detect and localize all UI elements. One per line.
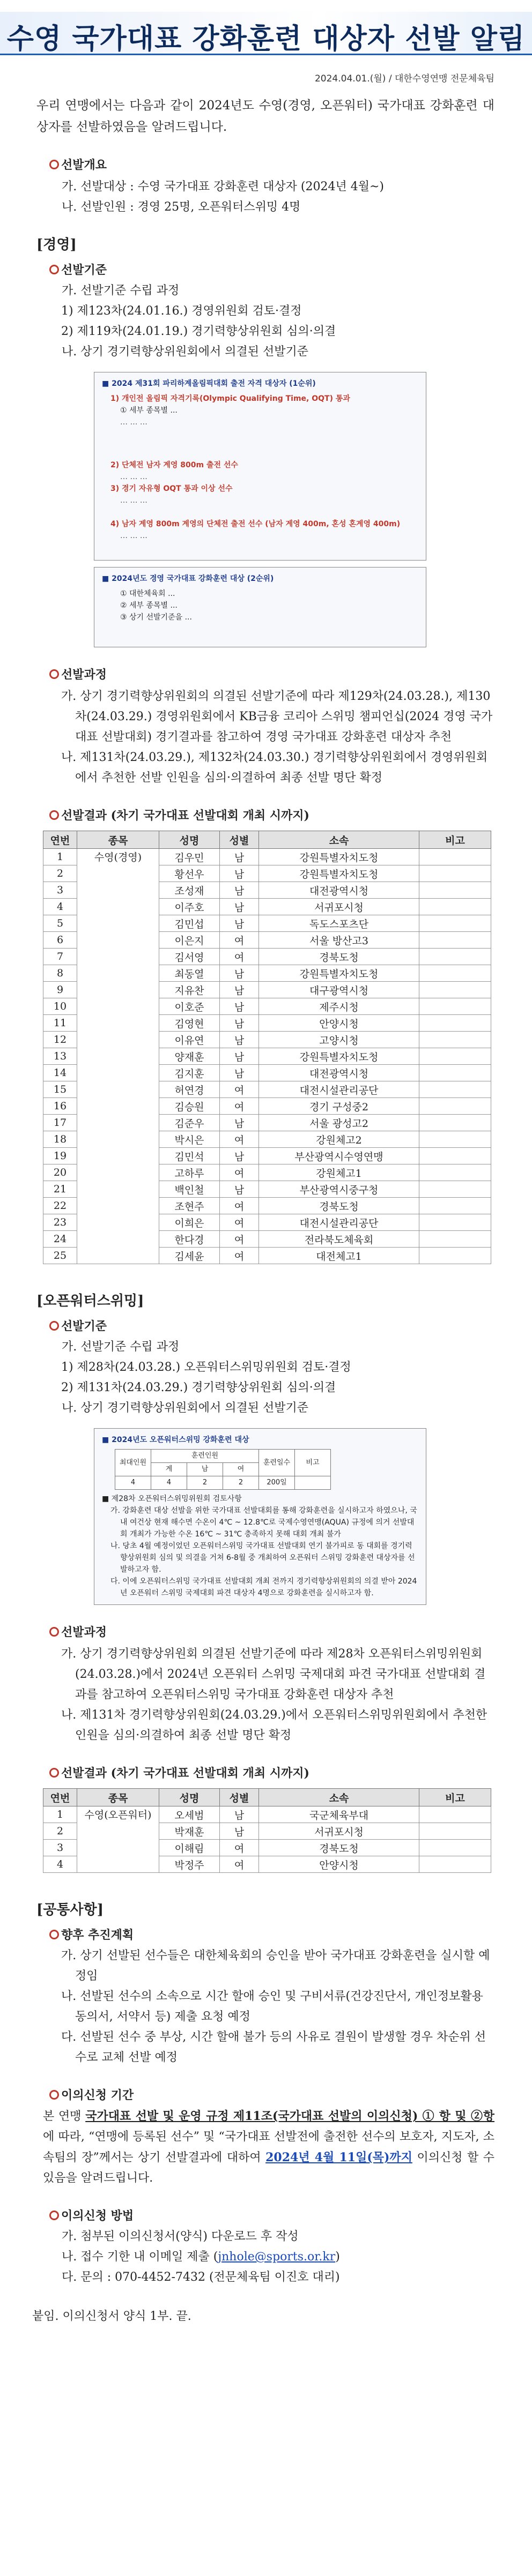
row-number: 17 xyxy=(43,1115,77,1131)
ow-criteria-step2: 2) 제131차(24.03.29.) 경기력향상위원회 심의·의결 xyxy=(61,1381,336,1394)
athlete-team: 고양시청 xyxy=(259,1032,419,1048)
athlete-team: 강원특별자치도청 xyxy=(259,965,419,982)
col-note: 비고 xyxy=(419,831,491,849)
athlete-gender: 남 xyxy=(220,1015,259,1032)
athlete-gender: 여 xyxy=(220,1840,259,1856)
athlete-name: 황선우 xyxy=(159,865,220,882)
ow-criteria-box: ■ 2024년도 오픈워터스위밍 강화훈련 대상 최대인원 훈련인원 훈련일수 비고 계 남 여 4 4 2 2 200일 ■ 제28차 오픈워터스위밍위원회 검토사항 가. 강화훈련 대상 선발을 위한 국가대표 선발대회를 통해 강화훈련을 실시하고자 하였으나, 국내 여건상 현재 해수면 수온이 4℃ ~ 12.8℃로 국제수영연맹(AQUA) 규정에 의거 선발대회 개최가 가능한 수온 16℃ ~ 31℃ 충족하지 못해 대회 개최 불가 나. 당초 4월 예정이었던 오픈워터스위밍 국가대표 선발대회 연기 불가피로 동 대회를 경기력향상위원회 심의 및 의결을 거쳐 6-8월 중 개최하여 오픈워터 스위밍 강화훈련 대상자를 선발하고자 함. 다. 이에 오픈워터스위밍 국가대표 선발대회 개최 전까지 경기력향상위원회의 의결 받아 2024년 오픈워터 스위밍 국제대회 파견 대상자 4명으로 강화훈련을 실시하고자 함. xyxy=(94,1428,426,1605)
row-number: 24 xyxy=(43,1231,77,1248)
note-cell xyxy=(419,1164,491,1181)
swim-criteria-process: 가. 선발기준 수립 과정 xyxy=(62,284,180,297)
swim-criteria-box2: ■ 2024년도 경영 국가대표 강화훈련 대상 (2순위) ① 대한체육회 ... ② 세부 종목별 ... ③ 상기 선발기준을 ... xyxy=(94,567,426,647)
attachment-note: 붙임. 이의신청서 양식 1부. 끝. xyxy=(32,2310,191,2323)
athlete-name: 이해림 xyxy=(159,1840,220,1856)
ow-criteria-process: 가. 선발기준 수립 과정 xyxy=(62,1340,180,1354)
athlete-team: 서귀포시청 xyxy=(259,1823,419,1840)
swim-heading: [경영] xyxy=(36,237,77,253)
athlete-gender: 여 xyxy=(220,1856,259,1873)
email-link[interactable]: jnhole@sports.or.kr xyxy=(218,2250,336,2264)
athlete-name: 이호준 xyxy=(159,998,220,1015)
athlete-name: 박시은 xyxy=(159,1131,220,1148)
note-cell xyxy=(419,849,491,865)
athlete-name: 김민석 xyxy=(159,1148,220,1164)
swim-process-b: 나. 제131차(24.03.29.), 제132차(24.03.30.) 경기력향상위원회에서 경영위원회에서 추천한 선발 인원을 심의·의결하여 최종 선발 명단 확정 xyxy=(61,751,488,785)
row-number: 3 xyxy=(43,882,77,899)
row-number: 3 xyxy=(43,1840,77,1856)
note-cell xyxy=(419,1032,491,1048)
athlete-gender: 남 xyxy=(220,998,259,1015)
note-cell xyxy=(419,932,491,949)
method-a: 가. 첨부된 이의신청서(양식) 다운로드 후 작성 xyxy=(62,2230,299,2243)
athlete-team: 서울 방산고3 xyxy=(259,932,419,949)
ow-criteria-step1: 1) 제28차(24.03.28.) 오픈워터스위밍위원회 검토·결정 xyxy=(61,1361,351,1374)
athlete-team: 경북도청 xyxy=(259,1840,419,1856)
method-heading: 이의신청 방법 xyxy=(0,2207,532,2223)
note-cell xyxy=(419,1081,491,1098)
athlete-team: 강원특별자치도청 xyxy=(259,1048,419,1065)
plan-heading: 향후 추진계획 xyxy=(0,1926,532,1943)
athlete-gender: 남 xyxy=(220,1048,259,1065)
athlete-gender: 남 xyxy=(220,915,259,932)
objection-section xyxy=(0,2086,532,2189)
swim-result-section xyxy=(0,807,532,1264)
athlete-gender: 남 xyxy=(220,1148,259,1164)
athlete-name: 박정주 xyxy=(159,1856,220,1873)
note-cell xyxy=(419,1214,491,1231)
note-cell xyxy=(419,1198,491,1214)
athlete-team: 경기 구성중2 xyxy=(259,1098,419,1115)
row-number: 12 xyxy=(43,1032,77,1048)
row-number: 16 xyxy=(43,1098,77,1115)
event-cell: 수영(경영) xyxy=(77,849,159,1264)
row-number: 15 xyxy=(43,1081,77,1098)
athlete-gender: 남 xyxy=(220,1823,259,1840)
athlete-name: 양재훈 xyxy=(159,1048,220,1065)
intro-text: 우리 연맹에서는 다음과 같이 2024년도 수영(경영, 오픈워터) 국가대표 강화훈련 대상자를 선발하였음을 알려드립니다. xyxy=(36,99,494,134)
athlete-team: 대전광역시청 xyxy=(259,1065,419,1081)
athlete-name: 백인철 xyxy=(159,1181,220,1198)
athlete-team: 대전체고1 xyxy=(259,1248,419,1264)
table-row xyxy=(43,849,491,865)
row-number: 1 xyxy=(43,1806,77,1823)
swim-roster-table xyxy=(43,831,491,1264)
ow-process-a: 가. 상기 경기력향상위원회 의결된 선발기준에 따라 제28차 오픈워터스위밍위원회(24.03.28.)에서 2024년 오픈워터 스위밍 국제대회 파견 국가대표 선발대회 결과를 참고하여 오픈워터스위밍 국가대표 강화훈련 대상자 추천 xyxy=(61,1647,486,1701)
note-cell xyxy=(419,1098,491,1115)
athlete-team: 부산광역시수영연맹 xyxy=(259,1148,419,1164)
athlete-name: 이은지 xyxy=(159,932,220,949)
method-b: 나. 접수 기한 내 이메일 제출 (jnhole@sports.or.kr) xyxy=(62,2250,340,2264)
athlete-gender: 남 xyxy=(220,1065,259,1081)
note-cell xyxy=(419,899,491,915)
athlete-team: 대전시설관리공단 xyxy=(259,1214,419,1231)
athlete-name: 이희은 xyxy=(159,1214,220,1231)
athlete-name: 오세범 xyxy=(159,1806,220,1823)
row-number: 14 xyxy=(43,1065,77,1081)
athlete-name: 이주호 xyxy=(159,899,220,915)
note-cell xyxy=(419,1065,491,1081)
athlete-name: 이유연 xyxy=(159,1032,220,1048)
athlete-team: 경북도청 xyxy=(259,949,419,965)
athlete-gender: 남 xyxy=(220,1806,259,1823)
dateline: 2024.04.01.(월) / 대한수영연맹 전문체육팀 xyxy=(314,73,494,84)
athlete-name: 김영현 xyxy=(159,1015,220,1032)
athlete-name: 지유찬 xyxy=(159,982,220,998)
note-cell xyxy=(419,882,491,899)
page-title: 수영 국가대표 강화훈련 대상자 선발 알림 xyxy=(6,23,526,55)
athlete-name: 김민섭 xyxy=(159,915,220,932)
ow-criteria-ref: 나. 상기 경기력향상위원회에서 의결된 선발기준 xyxy=(62,1401,309,1415)
athlete-gender: 남 xyxy=(220,965,259,982)
row-number: 6 xyxy=(43,932,77,949)
ow-quota-table: 최대인원 훈련인원 훈련일수 비고 계 남 여 4 4 2 2 200일 xyxy=(115,1449,331,1490)
row-number: 25 xyxy=(43,1248,77,1264)
col-team: 소속 xyxy=(259,831,419,849)
athlete-gender: 남 xyxy=(220,982,259,998)
athlete-name: 박재훈 xyxy=(159,1823,220,1840)
ow-process-heading: 선발과정 xyxy=(0,1623,532,1640)
row-number: 7 xyxy=(43,949,77,965)
athlete-team: 대전광역시청 xyxy=(259,882,419,899)
athlete-gender: 남 xyxy=(220,1181,259,1198)
athlete-team: 강원특별자치도청 xyxy=(259,865,419,882)
ow-heading: [오픈워터스위밍] xyxy=(36,1293,144,1309)
swim-criteria-box1: ■ 2024 제31회 파리하계올림픽대회 출전 자격 대상자 (1순위) 1) 개인전 올림픽 자격기록(Olympic Qualifying Time, OQT) 통과 ① 세부 종목별 ... … … … 2) 단체전 남자 계영 800m 출전 선수 … … … 3) 경기 자유형 OQT 통과 이상 선수 … … … 4) 남자 계영 800m 계영의 단체전 출전 선수 (남자 계영 400m, 혼성 혼계영 400m) … … … xyxy=(94,372,426,561)
athlete-gender: 남 xyxy=(220,1032,259,1048)
athlete-gender: 여 xyxy=(220,1231,259,1248)
row-number: 10 xyxy=(43,998,77,1015)
ow-roster-table: 연번 종목 성명 성별 소속 비고 1 수영(오픈워터) 오세범 남 국군체육부대 2 박재훈 남 서귀포시청 3 이해림 여 경북도청 4 박정주 여 안양시청 xyxy=(43,1788,491,1873)
event-cell: 수영(오픈워터) xyxy=(77,1806,159,1873)
note-cell xyxy=(419,982,491,998)
athlete-team: 독도스포츠단 xyxy=(259,915,419,932)
swim-criteria-section xyxy=(0,261,532,647)
athlete-team: 강원특별자치도청 xyxy=(259,849,419,865)
note-cell xyxy=(419,1806,491,1823)
note-cell xyxy=(419,915,491,932)
swim-process-section xyxy=(0,666,532,788)
athlete-name: 김우민 xyxy=(159,849,220,865)
note-cell xyxy=(419,1015,491,1032)
objection-heading: 이의신청 기간 xyxy=(0,2086,532,2103)
note-cell xyxy=(419,1840,491,1856)
athlete-team: 경북도청 xyxy=(259,1198,419,1214)
plan-c: 다. 선발된 선수 중 부상, 시간 할애 불가 등의 사유로 결원이 발생할 경우 차순위 선수로 교체 선발 예정 xyxy=(61,2030,486,2064)
note-cell xyxy=(419,1131,491,1148)
athlete-name: 김승원 xyxy=(159,1098,220,1115)
row-number: 9 xyxy=(43,982,77,998)
note-cell xyxy=(419,1856,491,1873)
col-name: 성명 xyxy=(159,831,220,849)
row-number: 22 xyxy=(43,1198,77,1214)
col-no: 연번 xyxy=(43,831,77,849)
athlete-gender: 여 xyxy=(220,1098,259,1115)
athlete-name: 한다경 xyxy=(159,1231,220,1248)
plan-b: 나. 선발된 선수의 소속으로 시간 할애 승인 및 구비서류(건강진단서, 개인정보활용동의서, 서약서 등) 제출 요청 예정 xyxy=(61,1990,483,2024)
note-cell xyxy=(419,1248,491,1264)
row-number: 23 xyxy=(43,1214,77,1231)
row-number: 13 xyxy=(43,1048,77,1065)
ow-criteria-heading: 선발기준 xyxy=(0,1317,532,1334)
athlete-team: 서귀포시청 xyxy=(259,899,419,915)
overview-count: 나. 선발인원 : 경영 25명, 오픈워터스위밍 4명 xyxy=(62,200,301,214)
athlete-name: 고하루 xyxy=(159,1164,220,1181)
athlete-team: 대구광역시청 xyxy=(259,982,419,998)
overview-target: 가. 선발대상 : 수영 국가대표 강화훈련 대상자 (2024년 4월~) xyxy=(62,180,384,193)
athlete-gender: 남 xyxy=(220,865,259,882)
swim-criteria-step2: 2) 제119차(24.01.19.) 경기력향상위원회 심의·의결 xyxy=(61,325,336,338)
row-number: 8 xyxy=(43,965,77,982)
athlete-name: 김지훈 xyxy=(159,1065,220,1081)
col-gender: 성별 xyxy=(220,831,259,849)
athlete-gender: 여 xyxy=(220,1131,259,1148)
athlete-gender: 남 xyxy=(220,1115,259,1131)
swim-criteria-ref: 나. 상기 경기력향상위원회에서 의결된 선발기준 xyxy=(62,345,309,359)
row-number: 5 xyxy=(43,915,77,932)
athlete-team: 안양시청 xyxy=(259,1856,419,1873)
athlete-team: 부산광역시중구청 xyxy=(259,1181,419,1198)
method-section xyxy=(0,2207,532,2288)
row-number: 1 xyxy=(43,849,77,865)
method-c: 다. 문의 : 070-4452-7432 (전문체육팀 이진호 대리) xyxy=(62,2271,340,2284)
ow-process-b: 나. 제131차 경기력향상위원회(24.03.29.)에서 오픈워터스위밍위원회에서 추천한 인원을 심의·의결하여 최종 선발 명단 확정 xyxy=(61,1708,487,1742)
note-cell xyxy=(419,865,491,882)
athlete-name: 최동열 xyxy=(159,965,220,982)
athlete-name: 조성재 xyxy=(159,882,220,899)
athlete-team: 서울 광성고2 xyxy=(259,1115,419,1131)
overview-section xyxy=(0,156,532,218)
row-number: 4 xyxy=(43,1856,77,1873)
note-cell xyxy=(419,1181,491,1198)
swim-criteria-heading: 선발기준 xyxy=(0,261,532,278)
athlete-name: 허연경 xyxy=(159,1081,220,1098)
athlete-gender: 여 xyxy=(220,1248,259,1264)
athlete-name: 김준우 xyxy=(159,1115,220,1131)
athlete-gender: 여 xyxy=(220,1164,259,1181)
athlete-team: 안양시청 xyxy=(259,1015,419,1032)
row-number: 20 xyxy=(43,1164,77,1181)
note-cell xyxy=(419,1115,491,1131)
athlete-gender: 여 xyxy=(220,1214,259,1231)
athlete-team: 전라북도체육회 xyxy=(259,1231,419,1248)
athlete-gender: 남 xyxy=(220,882,259,899)
ow-result-section xyxy=(0,1764,532,1873)
athlete-team: 국군체육부대 xyxy=(259,1806,419,1823)
ow-criteria-section xyxy=(0,1317,532,1605)
athlete-gender: 여 xyxy=(220,1081,259,1098)
athlete-name: 조현주 xyxy=(159,1198,220,1214)
swim-result-heading: 선발결과 (차기 국가대표 선발대회 개최 시까지) xyxy=(0,807,532,823)
row-number: 11 xyxy=(43,1015,77,1032)
row-number: 4 xyxy=(43,899,77,915)
title-banner xyxy=(0,0,532,59)
athlete-name: 김서영 xyxy=(159,949,220,965)
athlete-team: 제주시청 xyxy=(259,998,419,1015)
note-cell xyxy=(419,1231,491,1248)
note-cell xyxy=(419,998,491,1015)
note-cell xyxy=(419,1048,491,1065)
note-cell xyxy=(419,1823,491,1840)
row-number: 19 xyxy=(43,1148,77,1164)
ow-process-section xyxy=(0,1623,532,1746)
athlete-name: 김세윤 xyxy=(159,1248,220,1264)
athlete-gender: 여 xyxy=(220,932,259,949)
ow-result-heading: 선발결과 (차기 국가대표 선발대회 개최 시까지) xyxy=(0,1764,532,1781)
athlete-gender: 남 xyxy=(220,849,259,865)
swim-criteria-step1: 1) 제123차(24.01.16.) 경영위원회 검토·결정 xyxy=(61,304,302,318)
swim-process-a: 가. 상기 경기력향상위원회의 의결된 선발기준에 따라 제129차(24.03.28.), 제130차(24.03.29.) 경영위원회에서 KB금융 코리아 스위밍 챔피언십(2024 경영 국가대표 선발대회) 경기결과를 참고하여 경영 국가대표 강화훈련 대상자 추천 xyxy=(61,690,493,744)
row-number: 2 xyxy=(43,865,77,882)
row-number: 21 xyxy=(43,1181,77,1198)
athlete-gender: 여 xyxy=(220,1198,259,1214)
note-cell xyxy=(419,1148,491,1164)
athlete-team: 강원체고1 xyxy=(259,1164,419,1181)
athlete-team: 강원체고2 xyxy=(259,1131,419,1148)
note-cell xyxy=(419,949,491,965)
table-row xyxy=(43,1806,491,1823)
row-number: 2 xyxy=(43,1823,77,1840)
objection-text: 본 연맹 국가대표 선발 및 운영 규정 제11조(국가대표 선발의 이의신청) ① 항 및 ②항에 따라, “연맹에 등록된 선수” 및 “국가대표 선발전에 출전한 선수의 보호자, 지도자, 소속팀의 장”께서는 상기 선발결과에 대하여 2024년 4월 11일(목)까지 이의신청 할 수 있음을 알려드립니다. xyxy=(43,2109,494,2185)
row-number: 18 xyxy=(43,1131,77,1148)
plan-section xyxy=(0,1926,532,2068)
overview-heading: 선발개요 xyxy=(0,156,532,173)
plan-a: 가. 상기 선발된 선수들은 대한체육회의 승인을 받아 국가대표 강화훈련을 실시할 예정임 xyxy=(61,1949,490,1983)
swim-process-heading: 선발과정 xyxy=(0,666,532,682)
note-cell xyxy=(419,965,491,982)
col-event: 종목 xyxy=(77,831,159,849)
common-heading: [공통사항] xyxy=(36,1902,104,1918)
athlete-team: 대전시설관리공단 xyxy=(259,1081,419,1098)
athlete-gender: 여 xyxy=(220,949,259,965)
athlete-gender: 남 xyxy=(220,899,259,915)
